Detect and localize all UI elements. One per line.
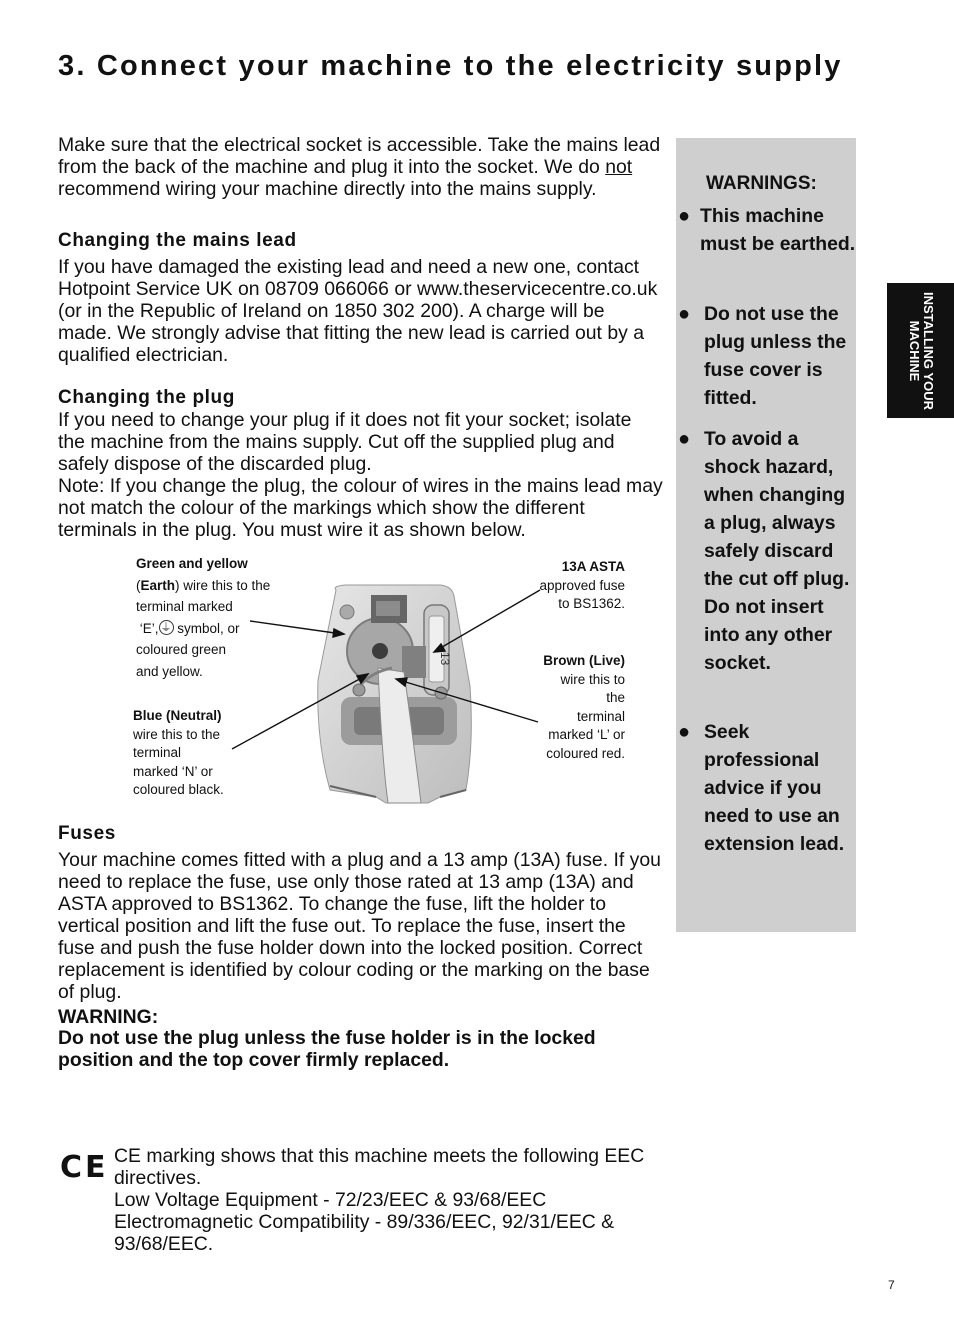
live-label-line5: coloured red. — [546, 745, 625, 761]
fuses-body: Your machine comes fitted with a plug and a 13 amp (13A) fuse. If you need to replace the fuse, use only those rated at 13 amp (13A) and ASTA approved to BS1362. To change the fuse, lift the holder to vertical position and lift the fuse out. To replace the fuse, insert the fuse and push the fuse holder down into the locked position. Correct replacement is identified by colour coding or the marking on the base of plug. — [58, 849, 661, 1003]
live-label-line4: marked ‘L’ or — [548, 727, 625, 743]
fuses-warning-text: Do not use the plug unless the fuse holder is in the locked position and the top cover firmly replaced. — [58, 1027, 596, 1071]
plug-heading: Changing the plug — [58, 387, 235, 408]
live-label-line2: the — [606, 690, 625, 706]
earth-label-line1: ) wire this to the — [175, 577, 271, 593]
live-label-bold: Brown (Live) — [543, 653, 625, 668]
fuses-heading: Fuses — [58, 823, 116, 844]
fuse-label-bold: 13A ASTA — [561, 559, 625, 574]
earth-label-line3b: symbol, or — [173, 620, 240, 636]
section-side-tab — [887, 283, 954, 418]
warning-item — [678, 202, 856, 258]
ce-line1: CE marking shows that this machine meets the following EEC directives. — [114, 1145, 645, 1189]
earth-symbol-icon — [159, 620, 174, 635]
fuse-label — [505, 558, 625, 614]
earth-label-bold: Green and yellow — [136, 556, 248, 571]
earth-wire-label: Green and yellow (Earth) wire this to the terminal marked ‘E’,⏚ symbol, or coloured green and yellow. — [136, 553, 296, 682]
warning-item — [678, 425, 856, 677]
bullet-icon: ● — [678, 721, 691, 743]
bullet-icon: ● — [678, 205, 691, 227]
ce-line2: Low Voltage Equipment - 72/23/EEC & 93/68/EEC — [114, 1189, 547, 1211]
ce-mark-logo: CE — [60, 1150, 109, 1185]
neutral-label-line4: coloured black. — [133, 782, 224, 798]
neutral-label-line3: marked ‘N’ or — [133, 763, 213, 779]
fuses-warning-label: WARNING: — [58, 1006, 159, 1028]
warning-item-text: This machine must be earthed. — [700, 205, 856, 255]
bullet-icon: ● — [678, 303, 691, 325]
fuse-label-line2: to BS1362. — [558, 596, 625, 612]
earth-label-line3a: ‘E’, — [139, 620, 159, 636]
mains-lead-heading: Changing the mains lead — [58, 230, 297, 251]
live-wire-label — [505, 652, 625, 764]
warning-item — [678, 718, 856, 858]
warnings-title: WARNINGS: — [706, 173, 817, 194]
earth-label-line5: and yellow. — [136, 663, 203, 679]
page-title: 3. Connect your machine to the electricity supply — [58, 50, 843, 82]
bullet-icon: ● — [678, 428, 691, 450]
plug-photo — [318, 585, 472, 803]
earth-label-line2: terminal marked — [136, 599, 233, 614]
earth-label-line4: coloured green — [136, 642, 227, 657]
neutral-label-line2: terminal — [133, 745, 182, 761]
fuse-marking-text: 13 — [438, 652, 452, 666]
neutral-label-line1: wire this to the — [133, 726, 221, 742]
side-tab-label: INSTALLING YOUR MACHINE — [906, 291, 936, 410]
ce-statement — [114, 1145, 674, 1255]
neutral-wire-label — [133, 707, 263, 800]
neutral-label-bold: Blue (Neutral) — [133, 708, 222, 723]
earth-label-earth: Earth — [140, 577, 176, 593]
warning-item-text: Do not use the plug unless the fuse cover is fitted. — [704, 303, 847, 409]
intro-underlined-word: not — [605, 156, 633, 178]
plug-body: If you need to change your plug if it does not fit your socket; isolate the machine from the mains supply. Cut off the supplied plug and safely dispose of the discarded plug. — [58, 409, 632, 475]
page-number: 7 — [888, 1278, 895, 1292]
mains-lead-body: If you have damaged the existing lead and need a new one, contact Hotpoint Service UK on 08709 066066 or www.theservicecentre.co.uk (or in the Republic of Ireland on 1850 302 200). A charge will be made. We strongly advise that fitting the new lead is carried out by a qualified electrician. — [58, 256, 658, 366]
plug-note: Note: If you change the plug, the colour of wires in the mains lead may not match the colour of the markings which show the different terminals in the plug. You must wire it as shown below. — [58, 475, 663, 541]
intro-text-a: Make sure that the electrical socket is accessible. Take the mains lead from the back of the machine and plug it into the socket. We do — [58, 134, 661, 178]
ce-line3: Electromagnetic Compatibility - 89/336/EEC, 92/31/EEC & 93/68/EEC. — [114, 1211, 615, 1255]
warning-item-text: Seek professional advice if you need to use an extension lead. — [704, 721, 845, 855]
warning-item-text: To avoid a shock hazard, when changing a plug, always safely discard the cut off plug. Do not insert into any other socket. — [704, 428, 850, 674]
live-label-line3: terminal — [576, 708, 625, 724]
live-label-line1: wire this to — [560, 671, 625, 687]
intro-text-b: recommend wiring your machine directly into the mains supply. — [58, 178, 597, 200]
fuse-label-line1: approved fuse — [539, 577, 625, 593]
warning-item — [678, 300, 856, 412]
